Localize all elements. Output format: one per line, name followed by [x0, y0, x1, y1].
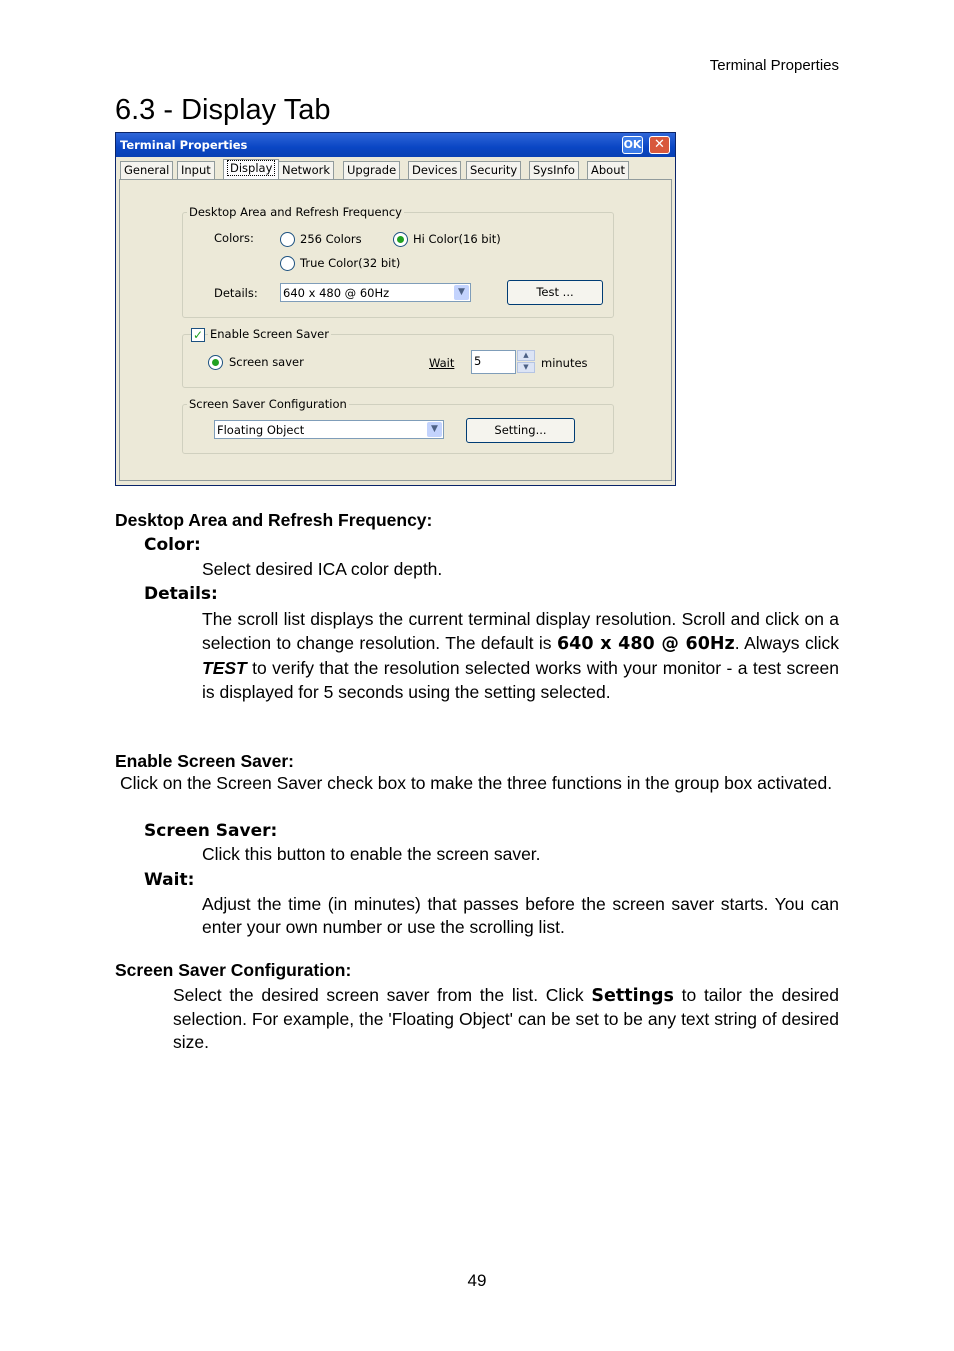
dialog-titlebar — [116, 133, 675, 157]
details-text-3: to verify that the resolution selected works with your monitor - a test screen is displayed for 5 seconds using the setting selected. — [202, 658, 839, 702]
tab-network[interactable]: Network — [278, 161, 334, 179]
enable-text: Click on the Screen Saver check box to make the three functions in the group box activated. — [120, 773, 833, 793]
screen-saver-value: Floating Object — [217, 423, 305, 437]
tab-input[interactable]: Input — [177, 161, 215, 179]
screen-saver-select[interactable] — [214, 420, 444, 439]
minutes-label: minutes — [541, 356, 588, 370]
radio-hi-color[interactable] — [393, 232, 408, 247]
running-header: Terminal Properties — [709, 57, 839, 74]
wait-heading: Wait: — [144, 870, 195, 890]
desktop-heading: Desktop Area and Refresh Frequency: — [115, 510, 433, 530]
config-settings: Settings — [591, 986, 674, 1006]
spin-down-icon[interactable]: ▼ — [517, 362, 535, 373]
wait-stepper[interactable] — [517, 350, 535, 374]
screen-saver-group — [182, 327, 614, 388]
wait-input[interactable] — [471, 350, 516, 374]
terminal-properties-dialog — [115, 132, 676, 486]
section-title: 6.3 - Display Tab — [115, 94, 331, 126]
display-tab-panel — [119, 179, 672, 481]
details-heading: Details: — [144, 584, 218, 604]
wait-text: Adjust the time (in minutes) that passes before the screen saver starts. You can enter your own number or use the scrolling list. — [202, 894, 839, 937]
tab-display[interactable] — [223, 159, 279, 179]
radio-screen-saver-label: Screen saver — [229, 355, 304, 369]
config-text-1: Select the desired screen saver from the list. Click — [173, 985, 584, 1005]
resolution-select[interactable] — [280, 283, 471, 302]
screen-saver-config-group — [182, 397, 614, 454]
tab-security[interactable]: Security — [466, 161, 521, 179]
tab-general[interactable]: General — [120, 161, 173, 179]
details-text-1: The scroll list displays the current terminal display resolution. Scroll and click on a selection to change resolution. The default is — [202, 609, 839, 653]
setting-button[interactable]: Setting... — [466, 418, 575, 443]
ok-button[interactable]: OK — [622, 136, 643, 154]
tab-upgrade[interactable]: Upgrade — [343, 161, 400, 179]
details-label: Details: — [214, 286, 258, 300]
enable-screen-saver-label: Enable Screen Saver — [210, 327, 329, 341]
test-button[interactable]: Test ... — [507, 280, 603, 305]
details-test: TEST — [202, 658, 247, 678]
screen-saver-config-legend: Screen Saver Configuration — [189, 397, 347, 411]
details-paragraph — [202, 607, 839, 704]
radio-true-color-label: True Color(32 bit) — [300, 256, 401, 270]
desktop-area-legend: Desktop Area and Refresh Frequency — [189, 205, 402, 219]
enable-heading: Enable Screen Saver: — [115, 751, 294, 771]
wait-label: Wait — [429, 356, 455, 370]
details-default: 640 x 480 @ 60Hz — [556, 634, 735, 654]
color-heading: Color: — [144, 535, 201, 555]
radio-hi-color-label: Hi Color(16 bit) — [413, 232, 501, 246]
tab-about[interactable]: About — [587, 161, 629, 179]
wait-value: 5 — [474, 354, 482, 368]
close-icon[interactable]: ✕ — [649, 136, 670, 154]
color-text: Select desired ICA color depth. — [202, 559, 443, 579]
chevron-down-icon: ▼ — [427, 422, 442, 437]
colors-label: Colors: — [214, 231, 254, 245]
saver-text: Click this button to enable the screen saver. — [202, 844, 541, 864]
spin-up-icon[interactable]: ▲ — [517, 350, 535, 361]
page-number: 49 — [467, 1271, 487, 1290]
details-text-2: . Always click — [734, 633, 839, 653]
desktop-area-group — [182, 205, 614, 318]
resolution-value: 640 x 480 @ 60Hz — [283, 286, 390, 300]
tab-devices[interactable]: Devices — [408, 161, 461, 179]
radio-screen-saver[interactable] — [208, 355, 223, 370]
saver-heading: Screen Saver: — [144, 821, 278, 841]
radio-256-colors[interactable] — [280, 232, 295, 247]
tab-sysinfo[interactable]: SysInfo — [529, 161, 579, 179]
tab-display-label: Display — [227, 160, 275, 176]
config-text-2: to tailor the desired selection. For example, the 'Floating Object' can be set to be any text string of desired size. — [173, 985, 839, 1052]
enable-screen-saver-checkbox[interactable]: ✓ — [192, 328, 204, 342]
config-paragraph — [173, 984, 839, 1054]
radio-true-color[interactable] — [280, 256, 295, 271]
chevron-down-icon: ▼ — [454, 285, 469, 300]
dialog-title: Terminal Properties — [120, 138, 248, 152]
radio-256-colors-label: 256 Colors — [300, 232, 362, 246]
config-heading: Screen Saver Configuration: — [115, 960, 352, 980]
